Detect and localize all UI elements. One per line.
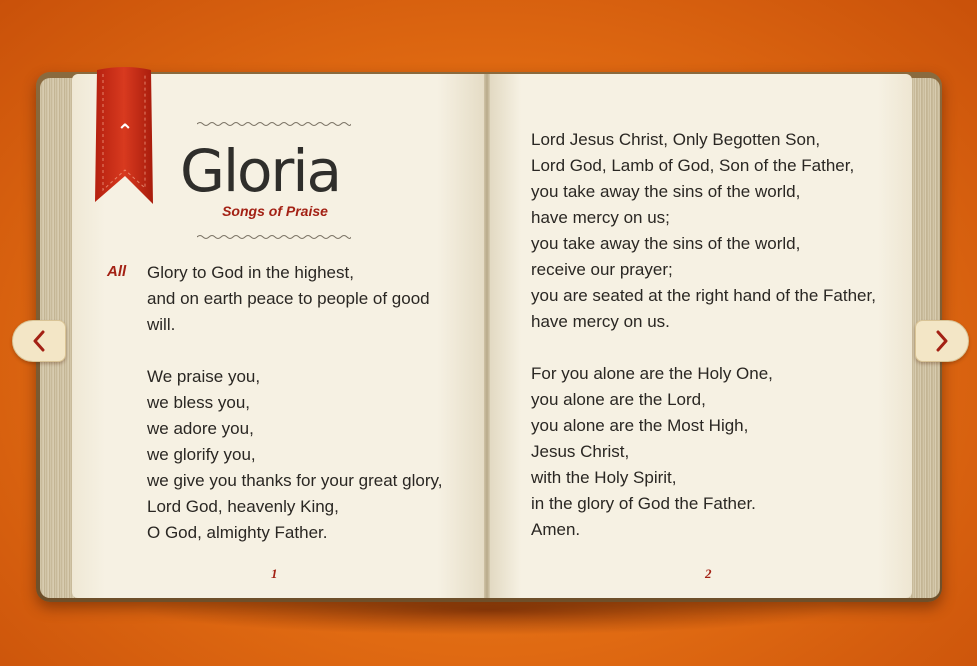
title-divider-bottom	[197, 233, 351, 241]
chevron-right-icon	[934, 330, 950, 352]
left-stanza-2: We praise you, we bless you, we adore you, we glorify you, we give you thanks for your great glory, Lord God, heavenly King, O God, almighty Father.	[147, 367, 443, 542]
book-spine	[484, 74, 490, 598]
right-stanza-2: For you alone are the Holy One, you alone are the Lord, you alone are the Most High, Jesus Christ, with the Holy Spirit, in the glory of God the Father. Amen.	[531, 364, 773, 539]
song-title: Gloria	[180, 137, 341, 205]
left-stanza-1: Glory to God in the highest, and on earth peace to people of good will.	[147, 263, 430, 334]
chevron-left-icon	[31, 330, 47, 352]
chevron-up-icon[interactable]: ⌃	[116, 119, 134, 143]
right-stanza-1: Lord Jesus Christ, Only Begotten Son, Lord God, Lamb of God, Son of the Father, you take away the sins of the world, have mercy on us; you take away the sins of the world, receive our prayer; you are seated at the right hand of the Father, have mercy on us.	[531, 130, 876, 331]
next-page-button[interactable]	[915, 320, 969, 362]
speaker-label: All	[107, 263, 127, 280]
previous-page-button[interactable]	[12, 320, 66, 362]
song-subtitle: Songs of Praise	[222, 203, 328, 219]
page-number-left: 1	[271, 566, 278, 581]
title-divider-top	[197, 120, 351, 128]
page-number-right: 2	[705, 566, 712, 581]
